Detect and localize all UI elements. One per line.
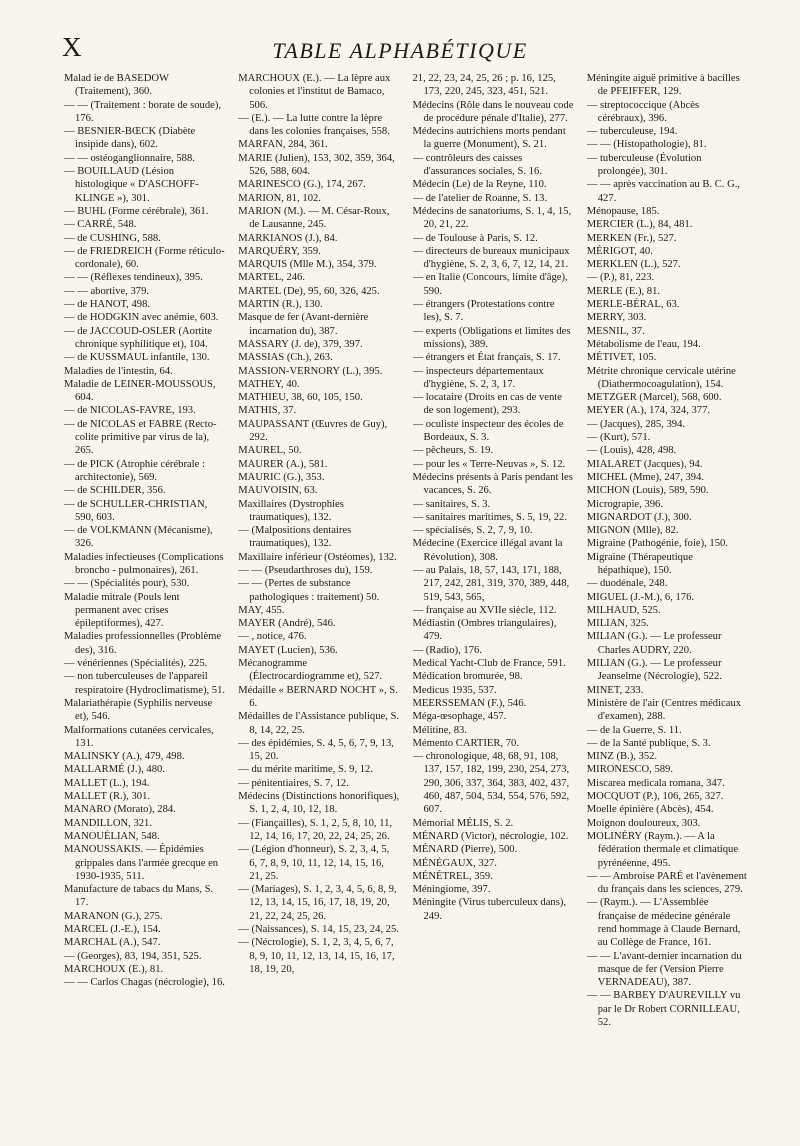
index-entry: — locataire (Droits en cas de vente de son logement), 293. (412, 392, 562, 417)
index-entry: — — (Spécialités pour), 530. (64, 578, 190, 590)
index-entry: Masque de fer (Avant-dernière incarnation du), 387. (238, 312, 369, 337)
index-entry: — (Radio), 176. (412, 644, 482, 656)
index-entry: — étrangers (Protestations contre les), S. 7. (412, 299, 555, 324)
index-entry: MARTEL (De), 95, 60, 326, 425. (238, 285, 380, 297)
index-entry: — directeurs de bureaux municipaux d'hygiène, S. 2, 3, 6, 7, 12, 14, 21. (412, 245, 570, 271)
index-entry: — contrôleurs des caisses d'assurances sociales, S. 16. (412, 152, 542, 178)
index-entry: — de la Santé publique, S. 3. (586, 737, 711, 749)
index-entry: — experts (Obligations et limites des missions), 389. (412, 325, 571, 350)
index-entry: Maladies de l'intestin, 64. (64, 365, 173, 377)
index-entry: — pêcheurs, S. 19. (412, 445, 494, 457)
index-entry: — (Kurt), 571. (586, 432, 651, 444)
index-entry: Médecins présents à Paris pendant les vacances, S. 26. (412, 471, 573, 497)
index-entry: MESNIL, 37. (586, 325, 645, 337)
index-entry: Miscarea medicala romana, 347. (586, 777, 725, 789)
index-entry: — de JACCOUD-OSLER (Aortite chronique syphilitique et), 104. (64, 325, 213, 350)
index-entry: Médecins (Distinctions honorifiques), S. 1, 2, 4, 10, 12, 18. (238, 791, 400, 816)
index-column-1 (64, 72, 225, 1140)
index-entry: — (Légion d'honneur), S. 2, 3, 4, 5, 6, 7, 8, 9, 10, 11, 12, 14, 15, 16, 21, 25. (238, 844, 390, 882)
index-entry: MARION, 81, 102. (238, 192, 321, 204)
index-entry: Ministère de l'air (Centres médicaux d'examen), 288. (586, 697, 742, 723)
index-entry: — BUHL (Forme cérébrale), 361. (64, 205, 209, 217)
index-entry: — inspecteurs départementaux d'hygiène, S. 2, 3, 17. (412, 365, 544, 390)
index-entry: MATHEY, 40. (238, 378, 300, 390)
index-entry: Métabolisme de l'eau, 194. (586, 338, 701, 350)
index-entry: Médailles de l'Assistance publique, S. 8, 14, 22, 25. (238, 711, 400, 736)
index-entry: — — après vaccination au B. C. G., 427. (586, 179, 741, 204)
index-entry: MALLARMÉ (J.), 480. (64, 764, 165, 776)
index-entry: MASSARY (J. de), 379, 397. (238, 338, 363, 350)
index-entry: — streptococcique (Abcès cérébraux), 396. (586, 99, 700, 124)
index-entry: MÉNARD (Pierre), 500. (412, 844, 518, 856)
index-entry: MICHEL (Mme), 247, 394. (586, 471, 705, 483)
index-entry: MERKEN (Fr.), 527. (586, 232, 677, 244)
index-entry: — — (Histopathologie), 81. (586, 139, 707, 151)
index-entry: MASSIAS (Ch.), 263. (238, 352, 333, 364)
index-entry: MARQUIS (Mlle M.), 354, 379. (238, 259, 377, 271)
index-entry: — — (Traitement : borate de soude), 176. (64, 99, 222, 124)
index-entry: MINET, 233. (586, 684, 644, 696)
index-entry: MERCIER (L.), 84, 481. (586, 219, 693, 231)
index-column-4 (587, 72, 748, 1140)
index-entry: — — L'avant-dernier incarnation du masque de fer (Version Pierre VERNADEAU), 387. (586, 950, 742, 989)
index-entry: Medical Yacht-Club de France, 591. (412, 658, 566, 670)
index-entry: — (Raym.). — L'Assemblée française de médecine générale rend hommage à Claude Bernard, au Collège de France, 161. (586, 897, 741, 949)
index-column-2 (238, 72, 399, 1140)
index-entry: Maladie de LEINER-MOUSSOUS, 604. (64, 378, 216, 404)
index-entry: MARCHAL (A.), 547. (64, 937, 161, 949)
index-entry: — BOUILLAUD (Lésion histologique « D'ASCHOFF-KLINGE »), 301. (64, 166, 199, 204)
index-entry: Medicus 1935, 537. (412, 684, 497, 696)
index-entry: MERKLEN (L.), 527. (586, 259, 681, 271)
index-entry: — tuberculeuse, 194. (586, 126, 678, 138)
index-entry: MARANON (G.), 275. (64, 910, 163, 922)
index-entry: MANARO (Morato), 284. (64, 804, 176, 816)
index-entry: MARIE (Julien), 153, 302, 359, 364, 526, 588, 604. (238, 152, 395, 178)
index-entry: MEYER (A.), 174, 324, 377. (586, 405, 711, 417)
index-entry: Médiastin (Ombres triangulaires), 479. (412, 618, 557, 643)
index-entry: MARCHOUX (E.). — La lèpre aux colonies et l'institut de Bamaco, 506. (238, 73, 391, 111)
index-entry: MILIAN (G.). — Le professeur Charles AUDRY, 220. (586, 631, 722, 656)
index-entry: MARINESCO (G.), 174, 267. (238, 179, 366, 191)
index-entry: — sanitaires maritimes, S. 5, 19, 22. (412, 511, 567, 523)
index-entry: Maladies infectieuses (Complications broncho - pulmonaires), 261. (64, 551, 224, 576)
index-entry: Méningiome, 397. (412, 884, 491, 896)
index-entry: MÉNÉGAUX, 327. (412, 857, 497, 869)
index-entry: Médication bromurée, 98. (412, 671, 523, 683)
index-entry: Méga-œsophage, 457. (412, 711, 507, 723)
index-entry: MARCEL (J.-E.), 154. (64, 924, 161, 935)
index-entry: Médecin (Le) de la Reyne, 110. (412, 179, 547, 191)
index-entry: — (Mariages), S. 1, 2, 3, 4, 5, 6, 8, 9, 12, 13, 14, 15, 16, 17, 18, 19, 20, 21, 22, 24, 25, 26. (238, 884, 397, 922)
index-columns (64, 72, 748, 1140)
index-entry: Micrograpie, 396. (586, 498, 663, 510)
index-entry: — vénériennes (Spécialités), 225. (64, 658, 208, 670)
index-entry: MIRONESCO, 589. (586, 764, 673, 776)
index-entry: — en Italie (Concours, limite d'âge), 590. (412, 272, 568, 297)
index-entry: — BESNIER-BŒCK (Diabète insipide dans), 602. (64, 126, 196, 151)
index-entry: — (Georges), 83, 194, 351, 525. (64, 950, 202, 962)
index-entry: — — Ambroise PARÉ et l'avènement du français dans les sciences, 279. (586, 870, 747, 896)
index-entry: MOCQUOT (P.), 106, 265, 327. (586, 791, 724, 803)
index-entry: MANOUSSAKIS. — Épidémies grippales dans l'armée grecque en 1930-1935, 511. (64, 844, 219, 882)
index-entry: MILIAN (G.). — Le professeur Jeanselme (Nécrologie), 522. (586, 658, 722, 683)
index-entry: — (Louis), 428, 498. (586, 445, 677, 457)
index-entry: MIGUEL (J.-M.), 6, 176. (586, 591, 695, 603)
index-entry: Maxillaire inférieur (Ostéomes), 132. (238, 551, 397, 563)
index-entry: — des épidémies, S. 4, 5, 6, 7, 9, 13, 15, 20. (238, 737, 394, 763)
index-entry: MAUREL, 50. (238, 445, 302, 457)
index-entry: — (Fiançailles), S. 1, 2, 5, 8, 10, 11, 12, 14, 16, 17, 20, 22, 24, 25, 26. (238, 817, 393, 842)
index-entry: — (Naissances), S. 14, 15, 23, 24, 25. (238, 924, 399, 935)
index-entry: — de HODGKIN avec anémie, 603. (64, 312, 219, 324)
index-entry: MINZ (B.), 352. (586, 751, 658, 763)
index-entry: MARION (M.). — M. César-Roux, de Lausanne, 245. (238, 205, 390, 231)
index-entry: — de HANOT, 498. (64, 299, 151, 311)
index-entry: Malariathérapie (Syphilis nerveuse et), 546. (64, 697, 213, 723)
index-entry: — — (Pseudarthroses du), 159. (238, 564, 373, 576)
index-entry: MERLE (E.), 81. (586, 285, 661, 297)
index-entry: — — ostéoganglionnaire, 588. (64, 152, 195, 164)
index-entry: MARKIANOS (J.), 84. (238, 232, 338, 244)
index-entry: MATHIS, 37. (238, 405, 297, 417)
index-entry: MARTIN (R.), 130. (238, 299, 323, 311)
index-entry: Métrite chronique cervicale utérine (Diathermocoagulation), 154. (586, 365, 736, 390)
index-entry: — (Nécrologie), S. 1, 2, 3, 4, 5, 6, 7, 8, 9, 10, 11, 12, 13, 14, 15, 16, 17, 18, 19, 20, (238, 937, 395, 975)
index-entry: Migraine (Thérapeutique hépathique), 150. (586, 551, 693, 576)
index-entry: — oculiste inspecteur des écoles de Bordeaux, S. 3. (412, 418, 564, 444)
index-entry: — (P.), 81, 223. (586, 272, 655, 284)
index-entry: — CARRÉ, 548. (64, 219, 137, 231)
index-entry: MÉTIVET, 105. (586, 352, 657, 364)
index-entry: Moignon douloureux, 303. (586, 817, 701, 829)
index-entry: Maladies professionnelles (Problème des), 316. (64, 631, 222, 656)
page-title: TABLE ALPHABÉTIQUE (272, 38, 528, 63)
index-entry: MILIAN, 325. (586, 618, 649, 630)
index-entry: — spécialisés, S. 2, 7, 9, 10. (412, 525, 533, 537)
index-entry: MAYET (Lucien), 536. (238, 644, 338, 656)
index-entry: MARQUÉRY, 359. (238, 245, 321, 257)
index-entry: MANOUÉLIAN, 548. (64, 830, 160, 842)
index-entry: MERRY, 303. (586, 312, 647, 324)
index-entry: — pénitentiaires, S. 7, 12. (238, 777, 349, 789)
index-entry: Médecins de sanatoriums, S. 1, 4, 15, 20, 21, 22. (412, 205, 572, 231)
index-entry: MANDILLON, 321. (64, 817, 152, 829)
index-entry: — — BARBEY D'AUREVILLY vu par le Dr Robert CORNILLEAU, 52. (586, 990, 741, 1029)
index-entry: MASSION-VERNORY (L.), 395. (238, 365, 383, 377)
index-entry: MAURER (A.), 581. (238, 458, 328, 470)
index-entry: Moelle épinière (Abcès), 454. (586, 804, 714, 816)
index-entry: Malad ie de BASEDOW (Traitement), 360. (64, 73, 169, 98)
index-entry: MILHAUD, 525. (586, 604, 661, 616)
index-entry: MAYER (André), 546. (238, 618, 336, 630)
index-entry: — de l'atelier de Roanne, S. 13. (412, 192, 548, 204)
index-entry: — de CUSHING, 588. (64, 232, 161, 244)
index-entry: Mélitine, 83. (412, 724, 467, 736)
index-entry: MARFAN, 284, 361. (238, 139, 328, 151)
index-entry: — tuberculeuse (Évolution prolongée), 301. (586, 152, 702, 178)
index-entry: — chronologique, 48, 68, 91, 108, 137, 157, 182, 199, 230, 254, 273, 290, 306, 337, 364, 383, 402, 437, 460, 487, 504, 534, 554, 576, 592, 607. (412, 751, 570, 816)
index-entry: Maxillaires (Dystrophies traumatiques), 132. (238, 498, 344, 523)
index-entry: — — (Pertes de substance pathologiques : traitement) 50. (238, 578, 380, 603)
index-entry: — de SCHILDER, 356. (64, 485, 166, 497)
index-entry: Médaille « BERNARD NOCHT », S. 6. (238, 684, 398, 709)
index-entry: — au Palais, 18, 57, 143, 171, 188, 217, 242, 281, 319, 370, 389, 448, 519, 543, 565, (412, 564, 570, 603)
index-entry: MICHON (Louis), 589, 590. (586, 485, 709, 497)
index-column-3 (413, 72, 574, 1140)
index-entry: MALINSKY (A.), 479, 498. (64, 751, 185, 763)
index-entry: MEERSSEMAN (F.), 546. (412, 697, 527, 709)
index-entry: MIGNARDOT (J.), 300. (586, 511, 692, 523)
index-entry: — de NICOLAS-FAVRE, 193. (64, 405, 196, 417)
index-entry: MÉNARD (Victor), nécrologie, 102. (412, 830, 569, 842)
index-entry: Médecine (Exercice illégal avant la Révolution), 308. (412, 538, 563, 563)
index-entry: Méningite aiguë primitive à bacilles de PFEIFFER, 129. (586, 73, 740, 98)
index-entry: — de KUSSMAUL infantile, 130. (64, 352, 210, 364)
index-entry: — (E.). — La lutte contre la lèpre dans les colonies françaises, 558. (238, 112, 390, 138)
index-entry: — de NICOLAS et FABRE (Recto-colite primitive par virus de la), 265. (64, 418, 217, 457)
index-entry: MOLINÉRY (Raym.). — A la fédération thermale et climatique pyrénéenne, 495. (586, 830, 739, 869)
index-entry: — étrangers et État français, S. 17. (412, 352, 561, 364)
page-number: X (62, 32, 82, 62)
index-entry: — française au XVIIe siècle, 112. (412, 604, 557, 616)
index-entry: MIALARET (Jacques), 94. (586, 458, 703, 470)
index-entry: — — Carlos Chagas (nécrologie), 16. (64, 977, 225, 989)
index-entry: — — abortive, 379. (64, 285, 150, 297)
index-entry: MARTEL, 246. (238, 272, 305, 284)
index-entry: MALLET (R.), 301. (64, 791, 151, 803)
index-entry: MERLE-BÉRAL, 63. (586, 299, 680, 311)
index-entry: — sanitaires, S. 3. (412, 498, 491, 510)
index-entry: — (Malpositions dentaires traumatiques), 132. (238, 525, 352, 550)
index-entry: — (Jacques), 285, 394. (586, 418, 686, 430)
index-entry: MARCHOUX (E.), 81. (64, 963, 164, 975)
index-entry: — pour les « Terre-Neuvas », S. 12. (412, 458, 566, 470)
index-entry: Manufacture de tabacs du Mans, S. 17. (64, 884, 214, 909)
index-entry: MAUVOISIN, 63. (238, 485, 318, 497)
page-header (62, 30, 738, 70)
index-entry: — duodénale, 248. (586, 578, 668, 590)
index-entry: Maladie mitrale (Pouls lent permanent avec crises épileptiformes), 427. (64, 591, 180, 630)
index-entry: MALLET (L.), 194. (64, 777, 150, 789)
index-entry: MAUPASSANT (Œuvres de Guy), 292. (238, 418, 388, 444)
index-entry: Médecins autrichiens morts pendant la guerre (Monument), S. 21. (412, 126, 566, 151)
index-entry: — du mérite maritime, S. 9, 12. (238, 764, 374, 776)
index-entry: — non tuberculeuses de l'appareil respiratoire (Hydroclimatisme), 51. (64, 671, 226, 696)
index-entry: MIGNON (Mlle), 82. (586, 525, 679, 537)
index-entry: — de Toulouse à Paris, S. 12. (412, 232, 538, 244)
index-entry: Mémorial MÉLIS, S. 2. (412, 817, 514, 829)
index-entry: MAY, 455. (238, 604, 285, 616)
index-entry: 21, 22, 23, 24, 25, 26 ; p. 16, 125, 173, 220, 245, 323, 451, 521. (412, 73, 556, 98)
index-entry: Mémento CARTIER, 70. (412, 737, 519, 749)
index-entry: MAURIC (G.), 353. (238, 471, 325, 483)
index-entry: Méningite (Virus tuberculeux dans), 249. (412, 897, 567, 922)
index-entry: MÉNÉTREL, 359. (412, 870, 493, 882)
index-entry: METZGER (Marcel), 568, 600. (586, 392, 722, 404)
index-entry: Médecins (Rôle dans le nouveau code de procédure pénale d'Italie), 277. (412, 99, 574, 124)
index-entry: — de VOLKMANN (Mécanisme), 326. (64, 525, 213, 550)
index-entry: — — (Réflexes tendineux), 395. (64, 272, 203, 284)
index-entry: — , notice, 476. (238, 631, 307, 643)
index-entry: MÉRIGOT, 40. (586, 245, 653, 257)
index-entry: — de PICK (Atrophie cérébrale : architectonie), 569. (64, 458, 205, 483)
index-entry: Ménopause, 185. (586, 205, 660, 217)
index-entry: Malformations cutanées cervicales, 131. (64, 724, 214, 749)
index-entry: Mécanogramme (Électrocardiogramme et), 527. (238, 658, 383, 683)
index-entry: MATHIEU, 38, 60, 105, 150. (238, 392, 363, 404)
index-entry: Migraine (Pathogénie, foie), 150. (586, 538, 728, 550)
index-entry: — de la Guerre, S. 11. (586, 724, 682, 736)
index-entry: — de SCHULLER-CHRISTIAN, 590, 603. (64, 498, 208, 523)
index-entry: — de FRIEDREICH (Forme réticulo-cordonale), 60. (64, 245, 225, 271)
